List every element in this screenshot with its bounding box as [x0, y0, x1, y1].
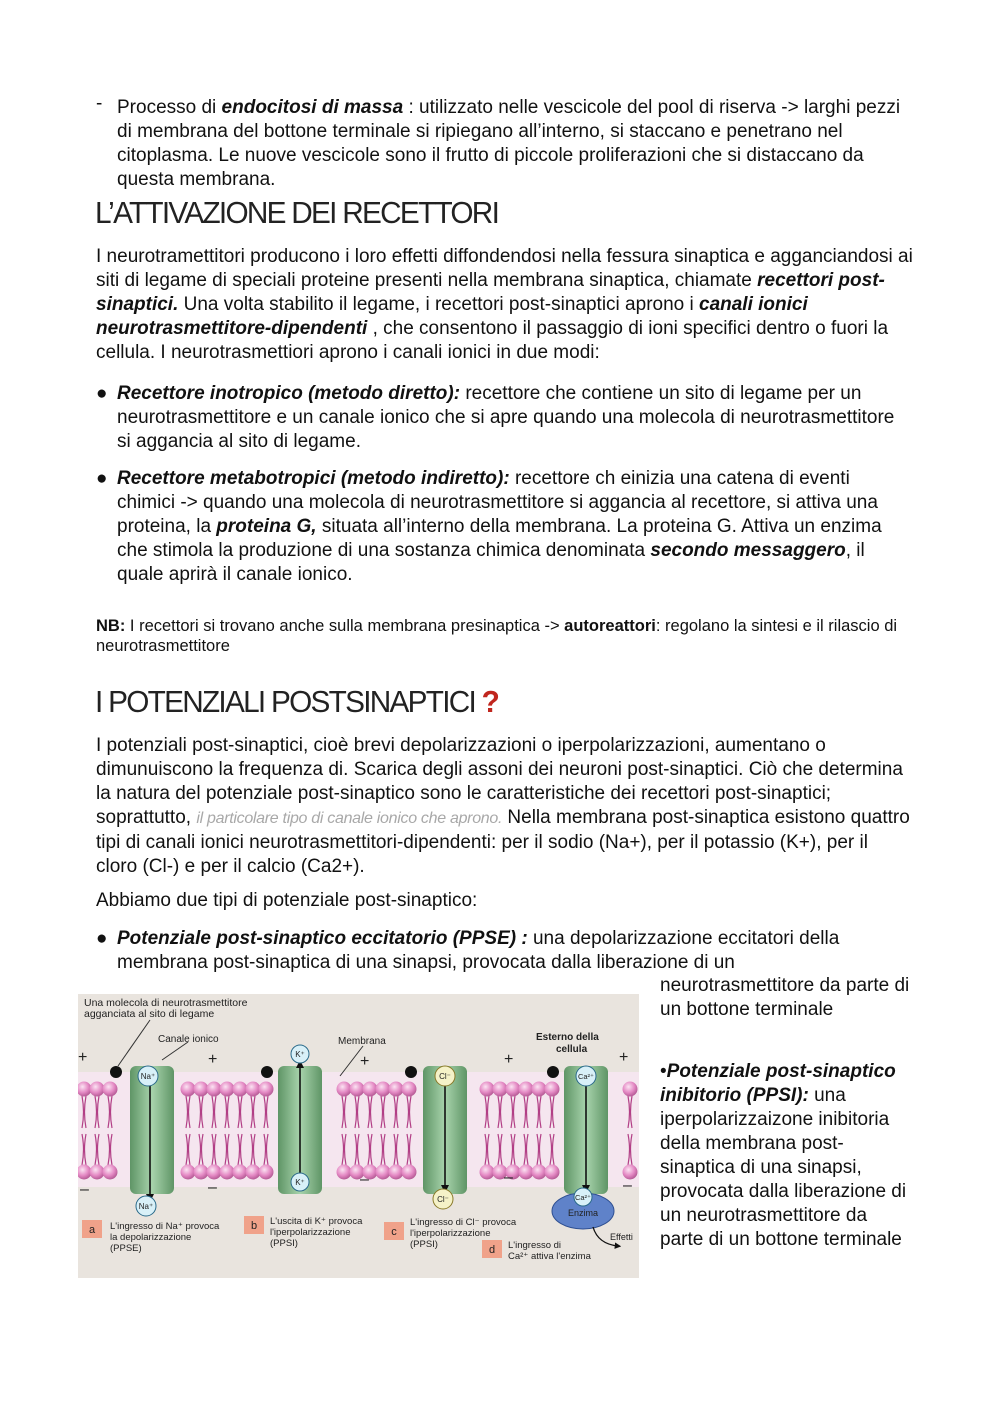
postsynaptic-intro-paragraph — [96, 734, 914, 879]
lipid-head — [181, 1165, 196, 1180]
endocytosis-term: endocitosi di massa — [221, 97, 404, 118]
lipid-head — [389, 1082, 404, 1097]
ps-intro-text-1: I potenziali post-sinaptici, cioè brevi depolarizzazioni o iperpolarizzazioni, aumentano o dimunuiscono la frequenza di. Scarica degli assoni dei neuroni post-sinaptici. Ciò che determina la natura del potenziale post-sinaptico sono le caratteristiche dei recettori post-sinaptici; soprattutto, — [96, 735, 903, 828]
ionotropic-term: Recettore inotropico (metodo diretto): — [117, 383, 461, 404]
lipid-head — [532, 1165, 547, 1180]
molecule-label-line1: Una molecola di neurotrasmettitore — [84, 997, 248, 1009]
panel-caption-line: L'uscita di K⁺ provoca — [270, 1216, 363, 1227]
lipid-head — [363, 1082, 378, 1097]
lipid-head — [220, 1165, 235, 1180]
ps-intro-text-2: Nella membrana post-sinaptica esistono quattro tipi di canali ionici neurotrasmettitori-dipendenti: per il sodio (Na+), per il potassio (K+), per il cloro (Cl-) e per il calcio (Ca2+). — [96, 807, 910, 877]
lipid-head — [194, 1082, 209, 1097]
lipid-head — [402, 1082, 417, 1097]
lipid-head — [233, 1082, 248, 1097]
second-messenger-term: secondo messaggero — [650, 540, 846, 561]
ion-label: Cl⁻ — [437, 1195, 449, 1204]
nb-label: NB: — [96, 617, 126, 635]
panel-letter: c — [391, 1226, 397, 1238]
ppsi-dot: • — [660, 1061, 667, 1082]
lipid-head — [90, 1082, 105, 1097]
nb-note — [96, 616, 914, 656]
panel-caption-line: L'ingresso di Na⁺ provoca — [110, 1221, 220, 1232]
endocytosis-post: : utilizzato nelle vescicole del pool di riserva -> larghi pezzi di membrana del bottone terminale si ripiegano all’interno, si staccano e penetrano nel citoplasma. Le nuove vescicole sono il frutto di piccole proliferazioni che si distaccano da questa membrana. — [117, 97, 901, 190]
panel-a-caption — [82, 1220, 220, 1254]
plus-sign: + — [504, 1051, 514, 1068]
ion-label: K⁺ — [295, 1050, 305, 1059]
intro-text-2: Una volta stabilito il legame, i recettori post-sinaptici aprono i — [178, 294, 699, 315]
nb-text-1: I recettori si trovano anche sulla membrana presinaptica -> — [125, 617, 565, 635]
ion-label: Ca²⁺ — [577, 1072, 595, 1081]
panel-letter: b — [250, 1220, 258, 1232]
neurotransmitter-molecule — [547, 1066, 559, 1078]
metabotropic-text — [117, 467, 906, 587]
ppse-term: Potenziale post-sinaptico eccitatorio (PPSE) : — [117, 928, 528, 949]
bullet-ionotropic — [96, 382, 906, 454]
panel-caption-line: l'iperpolarizzazione — [410, 1228, 491, 1239]
bullet-dot: ● — [96, 928, 108, 949]
minus-sign: – — [208, 1179, 217, 1196]
lipid-head — [337, 1082, 352, 1097]
minus-sign: – — [623, 1177, 632, 1194]
section-heading-receptors: L’ATTIVAZIONE DEI RECETTORI — [95, 195, 499, 230]
minus-sign: – — [80, 1181, 89, 1198]
ionotropic-text — [117, 382, 906, 454]
dash-marker: - — [96, 93, 103, 114]
leader-line — [118, 1020, 150, 1066]
panel-d-caption — [482, 1240, 592, 1262]
lipid-head — [220, 1082, 235, 1097]
cl-ion-top — [435, 1066, 455, 1086]
lipid-head — [259, 1165, 274, 1180]
ppse-continuation: neurotrasmettitore da parte di un bottone terminale — [660, 975, 910, 1020]
k-ion-top — [291, 1045, 309, 1063]
lipid-head — [545, 1165, 560, 1180]
lipid-head — [402, 1165, 417, 1180]
endocytosis-text — [117, 96, 916, 192]
bullet-ppse — [96, 927, 906, 975]
ion-label: Na⁺ — [138, 1202, 154, 1211]
lipid-head — [207, 1082, 222, 1097]
lipid-head — [259, 1082, 274, 1097]
panel-caption-line: la depolarizzazione — [110, 1232, 192, 1243]
lipid-head — [181, 1082, 196, 1097]
neurotransmitter-molecule — [110, 1066, 122, 1078]
panel-letter: a — [88, 1224, 96, 1236]
enzyme-label: Enzima — [567, 1208, 599, 1218]
metabotropic-desc-1: recettore ch einizia una catena di eventi chimici -> quando una molecola di neurotrasmettitore si aggancia al recettore, si attiva una proteina, la — [117, 468, 878, 537]
nb-term: autoreattori — [564, 617, 656, 635]
ion-label: Ca²⁺ — [574, 1193, 592, 1202]
panel-caption-line: L'ingresso di — [508, 1240, 562, 1251]
lipid-head — [506, 1082, 521, 1097]
channels-illustration — [78, 994, 639, 1278]
neurotransmitter-molecule — [405, 1066, 417, 1078]
minus-sign: – — [504, 1169, 513, 1186]
bullet-dot: ● — [96, 383, 108, 404]
g-protein-term: proteina G, — [216, 516, 317, 537]
lipid-head — [194, 1165, 209, 1180]
panel-caption-line: (PPSI) — [410, 1239, 438, 1250]
metabotropic-desc-2: situata all’interno della membrana. La proteina G. Attiva un enzima che stimola la produzione di una sostanza chimica denominata — [117, 516, 882, 561]
channel-label: Canale ionico — [158, 1034, 219, 1045]
lipid-head — [103, 1082, 118, 1097]
ionotropic-desc: recettore che contiene un sito di legame per un neurotrasmettitore e un canale ionico che si apre quando una molecola di neurotrasmettitore si aggancia al sito di legame. — [117, 383, 895, 452]
lipid-head — [337, 1165, 352, 1180]
lipid-head — [207, 1165, 222, 1180]
exterior-label-line2: cellula — [556, 1044, 588, 1055]
intro-term-receptors: recettori post-sinaptici. — [96, 270, 885, 315]
nb-text-2: : regolano la sintesi e il rilascio di neurotrasmettitore — [96, 617, 898, 655]
minus-sign: – — [360, 1171, 369, 1188]
exterior-label-line1: Esterno della — [536, 1032, 599, 1043]
ps-faint-note: il particolare tipo di canale ionico che aprono. — [196, 810, 503, 827]
panel-caption-line: l'iperpolarizzazione — [270, 1227, 351, 1238]
ppse-text — [117, 927, 906, 975]
intro-text-3: , che consentono il passaggio di ioni specifici dentro o fuori la cellula. I neurotrasmettiori aprono i canali ionici in due modi: — [96, 318, 889, 363]
question-mark: ? — [481, 684, 500, 719]
ppse-desc: una depolarizzazione eccitatori della membrana post-sinaptica di una sinapsi, provocata dalla liberazione di un — [117, 928, 840, 973]
plus-sign: + — [78, 1049, 88, 1066]
ion-label: K⁺ — [295, 1178, 305, 1187]
panel-caption-line: L'ingresso di Cl⁻ provoca — [410, 1217, 517, 1228]
lipid-head — [233, 1165, 248, 1180]
k-ion-bottom — [291, 1173, 309, 1191]
neurotransmitter-molecule — [261, 1066, 273, 1078]
lipid-head — [545, 1082, 560, 1097]
effects-label: Effetti — [610, 1232, 633, 1242]
lipid-head — [519, 1082, 534, 1097]
lipid-head — [480, 1082, 495, 1097]
lipid-head — [623, 1082, 638, 1097]
plus-sign: + — [360, 1053, 370, 1070]
lipid-head — [246, 1165, 261, 1180]
ppsi-term: Potenziale post-sinaptico inibitorio (PPSI): — [660, 1061, 896, 1106]
receptors-intro-paragraph — [96, 245, 914, 365]
metabotropic-desc-3: , il quale aprirà il canale ionico. — [117, 540, 865, 585]
lipid-head — [376, 1082, 391, 1097]
lipid-head — [480, 1165, 495, 1180]
synaptic-channels-figure — [78, 994, 639, 1278]
lipid-head — [389, 1165, 404, 1180]
ca-ion-top — [576, 1066, 596, 1086]
metabotropic-term: Recettore metabotropici (metodo indiretto): — [117, 468, 510, 489]
intro-term-channels: canali ionici neurotrasmettitore-dipendenti — [96, 294, 808, 339]
section-heading-postsynaptic — [95, 684, 500, 720]
ppsi-desc: una iperpolarizzaizone inibitoria della membrana post-sinaptica di una sinapsi, provocata dalla liberazione di un neurotrasmettitore da parte di un bottone terminale — [660, 1085, 907, 1250]
lipid-head — [519, 1165, 534, 1180]
intro-text-1: I neurotramettitori producono i loro effetti diffondendosi nella fessura sinaptica e agganciandosi ai siti di legame di speciali proteine presenti nella membrana sinaptica, chiamate — [96, 246, 913, 291]
lipid-head — [376, 1165, 391, 1180]
membrane-label: Membrana — [338, 1036, 386, 1047]
na-ion-top — [138, 1066, 158, 1086]
bullet-metabotropic — [96, 467, 906, 587]
cl-ion-bottom — [433, 1189, 453, 1209]
ion-label: Na⁺ — [140, 1072, 156, 1081]
lipid-head — [103, 1165, 118, 1180]
enzyme — [552, 1188, 614, 1229]
lipid-head — [493, 1082, 508, 1097]
lipid-head — [350, 1082, 365, 1097]
plus-sign: + — [208, 1051, 218, 1068]
endocytosis-list-item — [96, 93, 916, 192]
panel-caption-line: (PPSE) — [110, 1243, 142, 1254]
types-intro: Abbiamo due tipi di potenziale post-sinaptico: — [96, 890, 478, 911]
endocytosis-pre: Processo di — [117, 97, 222, 118]
ppsi-text — [660, 1060, 910, 1252]
plus-sign: + — [619, 1049, 629, 1066]
panel-b-caption — [244, 1216, 363, 1249]
panel-caption-line: Ca²⁺ attiva l'enzima — [508, 1251, 591, 1262]
molecule-label-line2: agganciata al sito di legame — [84, 1008, 215, 1020]
heading-text: I POTENZIALI POSTSINAPTICI — [95, 684, 476, 719]
lipid-head — [90, 1165, 105, 1180]
na-ion-bottom — [136, 1196, 156, 1216]
panel-letter: d — [488, 1244, 496, 1256]
lipid-head — [532, 1082, 547, 1097]
lipid-head — [246, 1082, 261, 1097]
bullet-dot: ● — [96, 468, 108, 489]
panel-caption-line: (PPSI) — [270, 1238, 298, 1249]
ion-label: Cl⁻ — [439, 1072, 451, 1081]
